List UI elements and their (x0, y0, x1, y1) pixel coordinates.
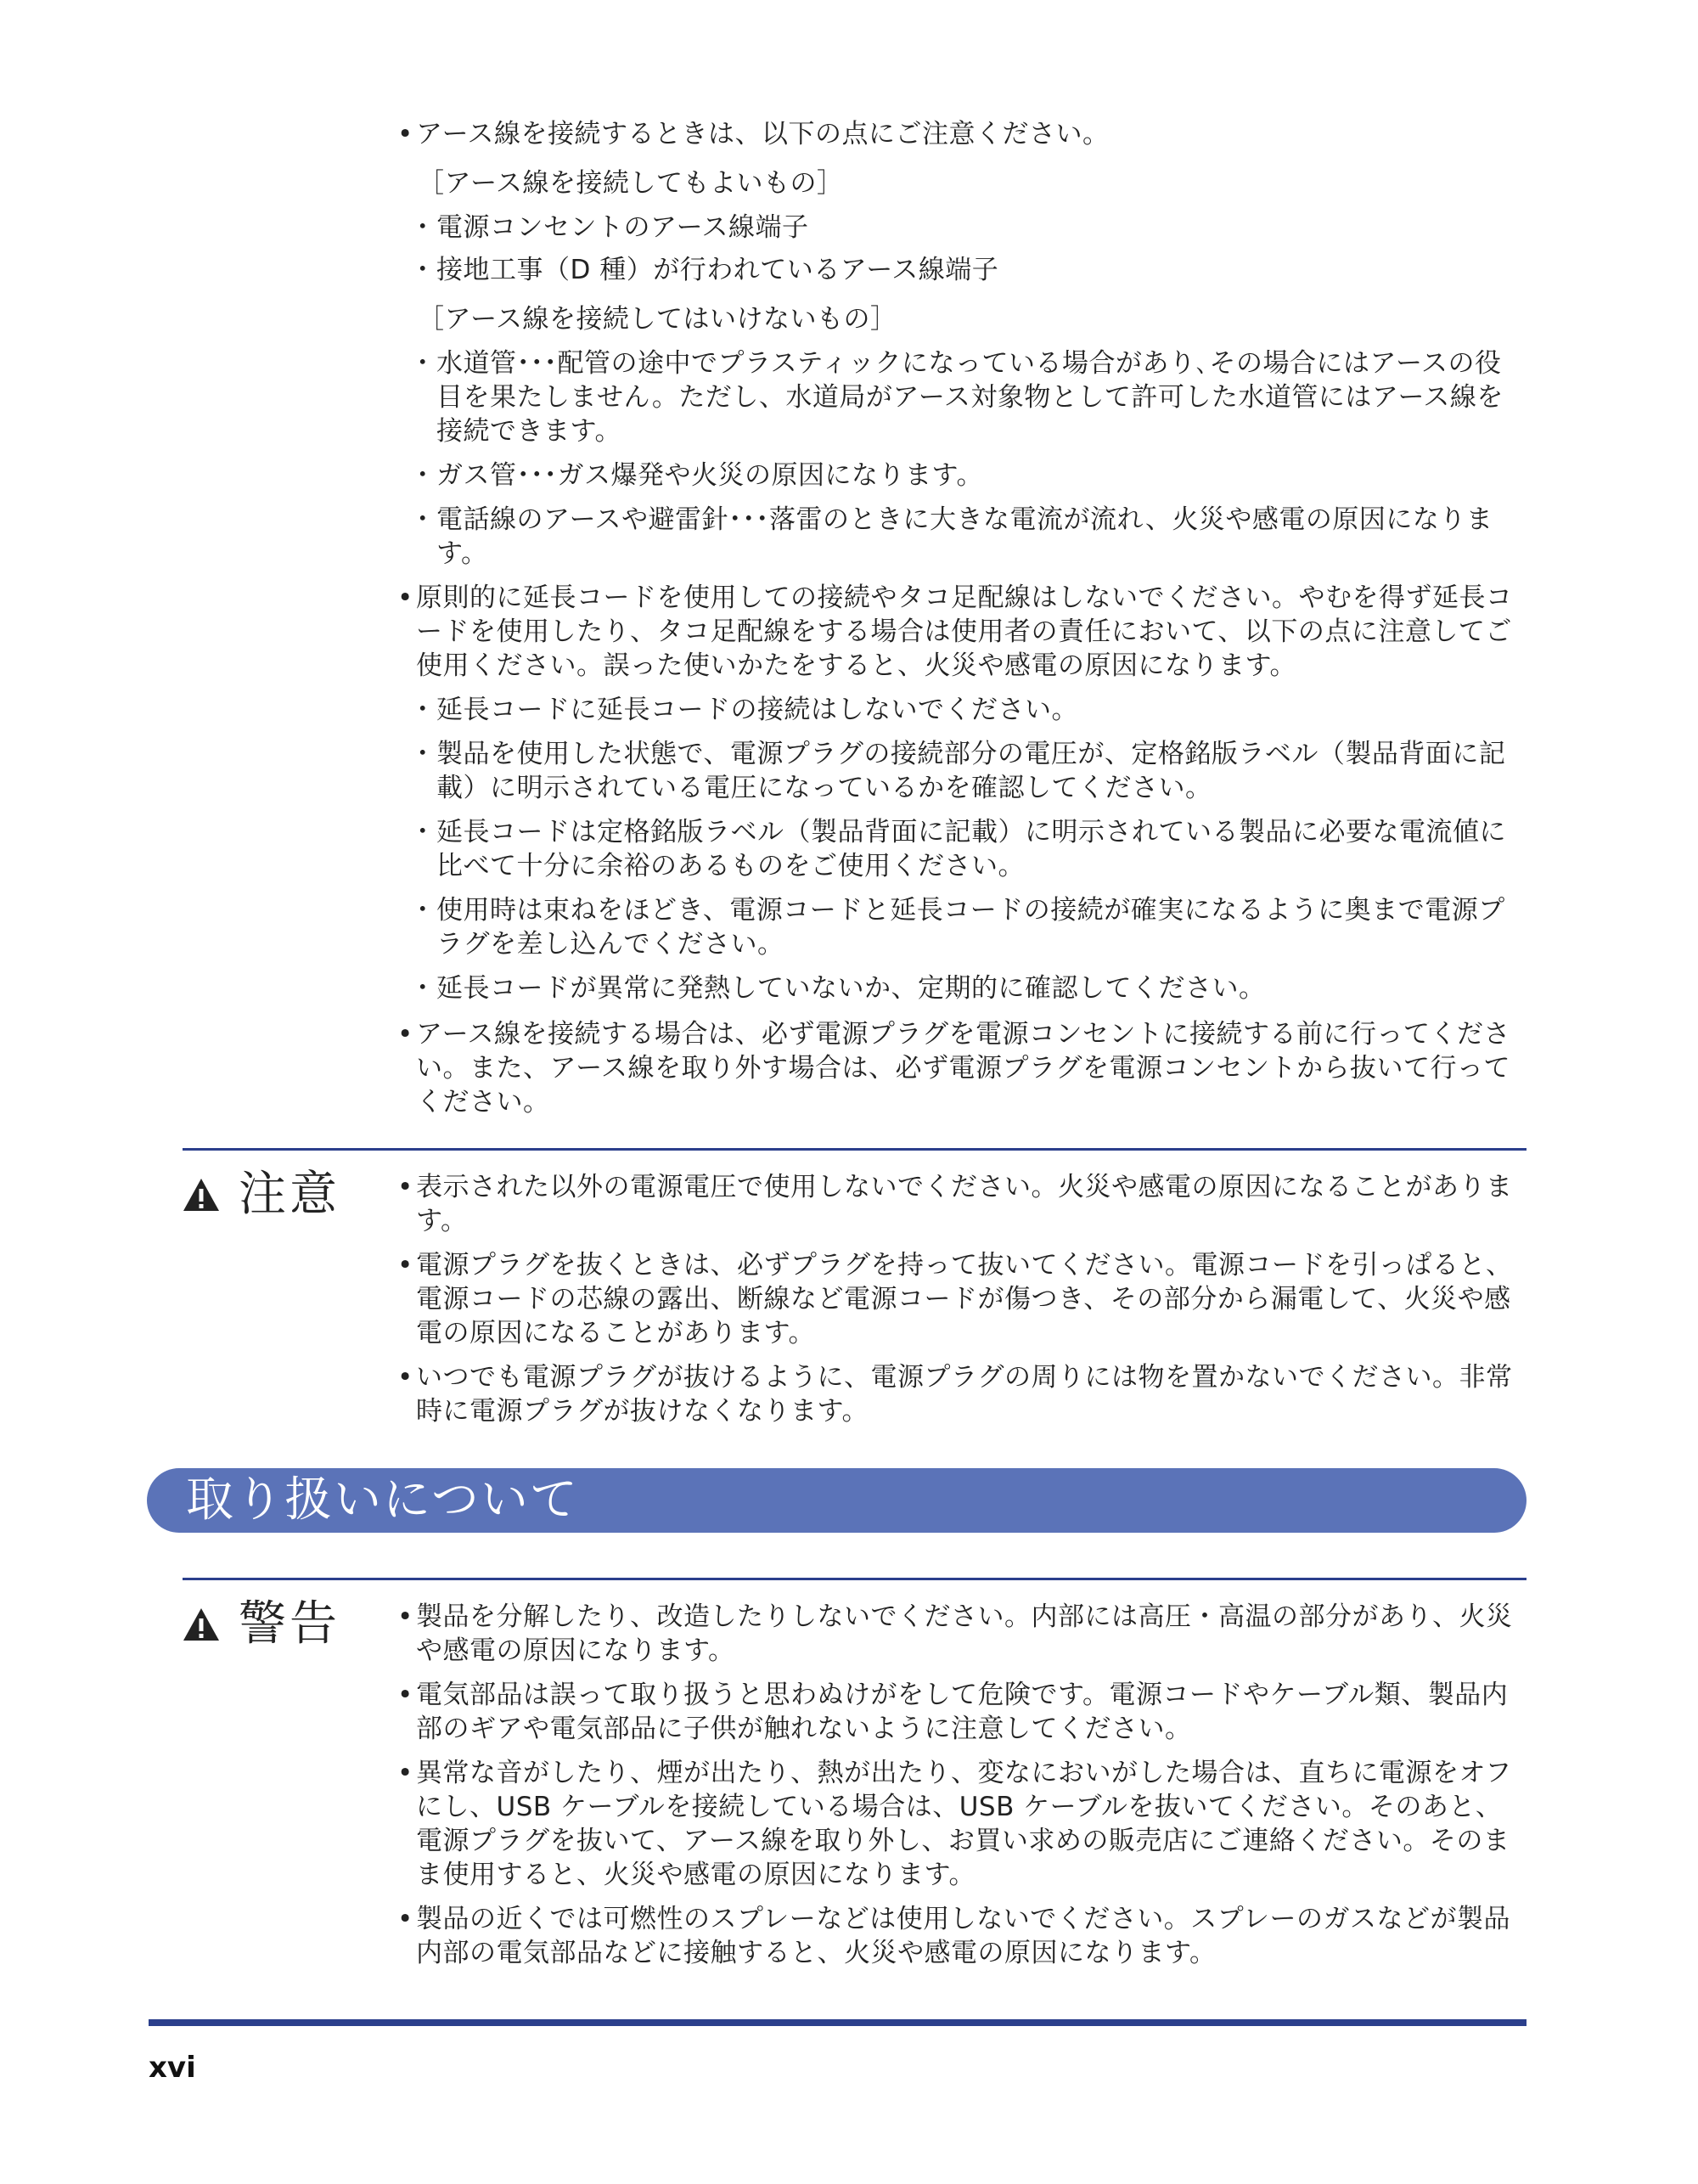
sub-bullet: ･ (416, 348, 430, 379)
warning-item (397, 1600, 1527, 1668)
sub-list-item-text: 接地工事（D 種）が行われているアース線端子 (436, 255, 999, 285)
warning-item-text: 製品を分解したり、改造したりしないでください。内部には高圧・高温の部分があり、火災や感電の原因になります。 (416, 1601, 1513, 1666)
sub-list-item (416, 971, 1527, 1005)
sub-list-item-text: 延長コードが異常に発熱していないか、定期的に確認してください。 (436, 973, 1266, 1004)
sub-list-item-text: 電源コンセントのアース線端子 (436, 212, 809, 243)
caution-item-text: 電源プラグを抜くときは、必ずプラグを持って抜いてください。電源コードを引っぱると、電源コードの芯線の露出、断線など電源コードが傷つき、その部分から漏電して、火災や感電の原因になることがあります。 (416, 1250, 1513, 1348)
sub-bullet: ･ (416, 739, 430, 769)
bullet: • (397, 1601, 413, 1632)
sub-list-item (416, 211, 1527, 245)
caution-item (397, 1360, 1527, 1428)
sub-bullet: ･ (416, 695, 430, 725)
list-item (397, 1017, 1527, 1119)
bullet: • (397, 1172, 413, 1202)
warning-item (397, 1902, 1527, 1970)
sub-bullet: ･ (416, 460, 430, 491)
warning-item-text: 製品の近くでは可燃性のスプレーなどは使用しないでください。スプレーのガスなどが製品内部の電気部品などに接触すると、火災や感電の原因になります。 (416, 1904, 1511, 1968)
list-item-text: アース線を接続する場合は、必ず電源プラグを電源コンセントに接続する前に行ってください。また、アース線を取り外す場合は、必ず電源プラグを電源コンセントから抜いて行ってください。 (416, 1019, 1511, 1117)
footer-rule (149, 2019, 1527, 2026)
list-item-text: アース線を接続するときは、以下の点にご注意ください。 (416, 119, 1110, 149)
caution-item (397, 1248, 1527, 1350)
sub-list-item-text: 延長コードは定格銘版ラベル（製品背面に記載）に明示されている製品に必要な電流値に比べて十分に余裕のあるものをご使用ください。 (436, 817, 1506, 881)
bullet: • (397, 1250, 413, 1281)
sub-list-item (416, 346, 1527, 448)
sub-list-item-text: 水道管･･･配管の途中でプラスティックになっている場合があり､その場合にはアースの役目を果たしません。ただし、水道局がアース対象物として許可した水道管にはアース線を接続できます。 (436, 348, 1504, 447)
caution-heading: 注意 (239, 1167, 340, 1222)
divider (183, 1148, 1527, 1151)
sub-list-item-text: 延長コードに延長コードの接続はしないでください。 (436, 695, 1078, 725)
sub-list-item (416, 459, 1527, 493)
warning-triangle-icon (183, 1178, 220, 1212)
sub-list-item (416, 253, 1527, 287)
warning-label (183, 1595, 340, 1654)
warning-heading: 警告 (239, 1596, 340, 1652)
warning-item (397, 1756, 1527, 1892)
caution-item-text: 表示された以外の電源電圧で使用しないでください。火災や感電の原因になることがあります。 (416, 1172, 1513, 1236)
sub-list-item-text: 製品を使用した状態で、電源プラグの接続部分の電圧が、定格銘版ラベル（製品背面に記載）に明示されている電圧になっているかを確認してください。 (436, 739, 1506, 803)
sub-list-item-text: 使用時は束ねをほどき、電源コードと延長コードの接続が確実になるように奥まで電源プラグを差し込んでください。 (436, 895, 1505, 960)
sub-list-item (416, 893, 1527, 961)
bullet: • (397, 119, 413, 149)
section-title: 取り扱いについて (186, 1472, 579, 1528)
bullet: • (397, 583, 413, 613)
page-number: xvi (149, 2051, 196, 2085)
section-heading-band (147, 1468, 1527, 1533)
subheading-not-allowed: ［アース線を接続してはいけないもの］ (418, 304, 897, 335)
caution-item (397, 1170, 1527, 1238)
warning-item-text: 異常な音がしたり、煙が出たり、熱が出たり、変なにおいがした場合は、直ちに電源をオフにし、USB ケーブルを接続している場合は、USB ケーブルを抜いてください。そのあと、電源プラグを抜いて、アース線を取り外し、お買い求めの販売店にご連絡ください。そのまま使用すると、火災や感電の原因になります。 (416, 1758, 1512, 1890)
divider (183, 1578, 1527, 1580)
sub-bullet: ･ (416, 895, 430, 926)
list-item-text: 原則的に延長コードを使用しての接続やタコ足配線はしないでください。やむを得ず延長コードを使用したり、タコ足配線をする場合は使用者の責任において、以下の点に注意してご使用ください。誤った使いかたをすると、火災や感電の原因になります。 (416, 583, 1513, 681)
sub-bullet: ･ (416, 255, 430, 285)
sub-bullet: ･ (416, 212, 430, 243)
list-item (397, 117, 1527, 151)
list-item (397, 581, 1527, 683)
bullet: • (397, 1758, 413, 1788)
bullet: • (397, 1680, 413, 1710)
bullet: • (397, 1019, 413, 1050)
sub-list-item (416, 693, 1527, 727)
subheading-allowed: ［アース線を接続してもよいもの］ (418, 168, 844, 199)
caution-item-text: いつでも電源プラグが抜けるように、電源プラグの周りには物を置かないでください。非常時に電源プラグが抜けなくなります。 (416, 1362, 1513, 1427)
sub-list-item (416, 737, 1527, 805)
bullet: • (397, 1362, 413, 1393)
warning-item (397, 1678, 1527, 1746)
sub-list-item (416, 815, 1527, 883)
bullet: • (397, 1904, 413, 1934)
sub-list-item-text: ガス管･･･ガス爆発や火災の原因になります。 (436, 460, 984, 491)
caution-label (183, 1165, 340, 1224)
sub-list-item-text: 電話線のアースや避雷針･･･落雷のときに大きな電流が流れ、火災や感電の原因になります。 (436, 504, 1493, 569)
warning-item-text: 電気部品は誤って取り扱うと思わぬけがをして危険です。電源コードやケーブル類、製品内部のギアや電気部品に子供が触れないように注意してください。 (416, 1680, 1509, 1744)
sub-bullet: ･ (416, 504, 430, 535)
sub-bullet: ･ (416, 817, 430, 847)
warning-triangle-icon (183, 1607, 220, 1641)
sub-bullet: ･ (416, 973, 430, 1004)
sub-list-item (416, 503, 1527, 571)
